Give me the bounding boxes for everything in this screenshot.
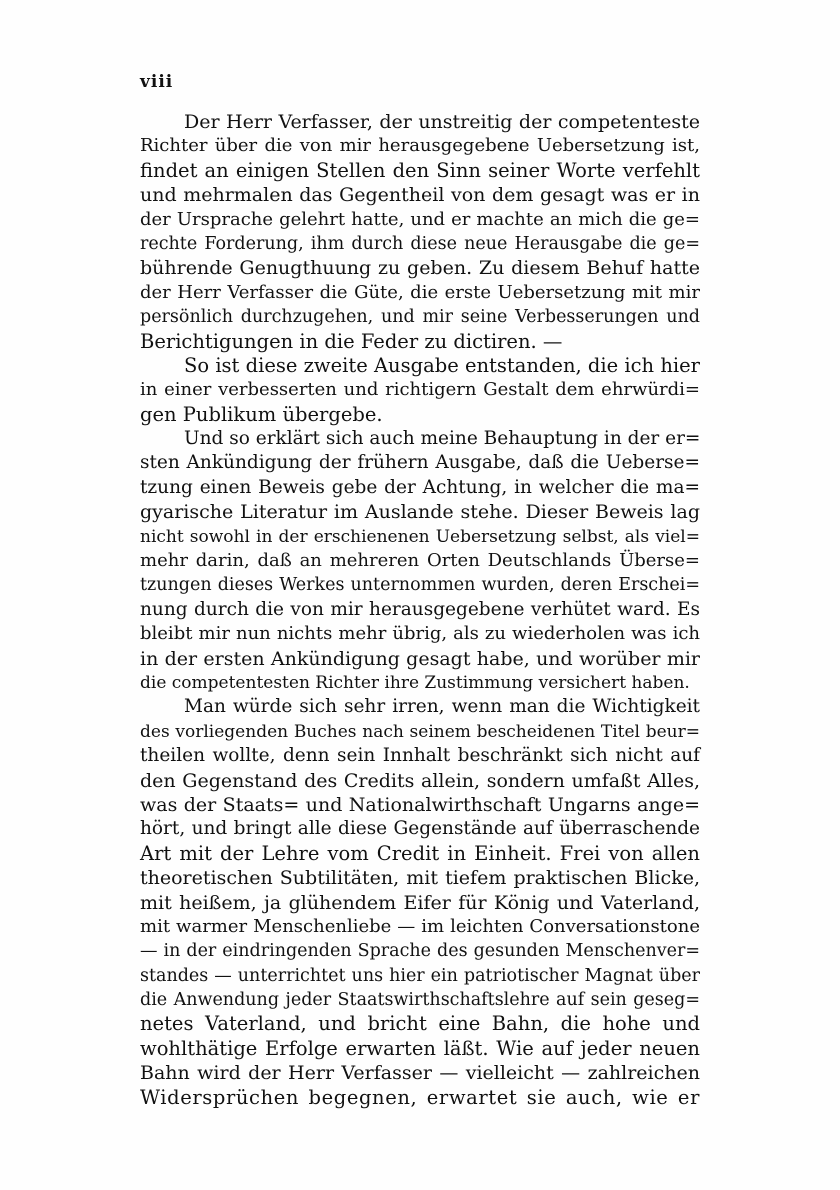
body-text [140,110,700,1110]
text-line: findet an einigen Stellen den Sinn seiner Worte verfehlt [140,158,700,182]
text-line: bleibt mir nun nichts mehr übrig, als zu wiederholen was ich [140,623,700,645]
text-line: in einer verbesserten und richtigern Gestalt dem ehrwürdi= [140,379,700,401]
text-line: persönlich durchzugehen, und mir seine Verbesserungen und [140,307,700,328]
text-line: — in der eindringenden Sprache des gesunden Menschenver= [140,941,700,962]
text-line: mehr darin, daß an mehreren Orten Deutschlands Überse= [140,550,700,572]
text-line: der Herr Verfasser die Güte, die erste Uebersetzung mit mir [140,281,700,303]
text-line: die competentesten Richter ihre Zustimmung versichert haben. [140,672,690,693]
text-line: Der Herr Verfasser, der unstreitig der competenteste [184,111,700,133]
text-line: Berichtigungen in die Feder zu dictiren. — [140,329,563,353]
text-line: der Ursprache gelehrt hatte, und er machte an mich die ge= [140,208,700,230]
text-line: und mehrmalen das Gegentheil von dem gesagt was er in [140,184,700,207]
text-line: den Gegenstand des Credits allein, sondern umfaßt Alles, [140,769,700,792]
text-line: rechte Forderung, ihm durch diese neue Herausgabe die ge= [140,233,700,254]
text-line: gen Publikum übergebe. [140,402,383,426]
text-line: Bahn wird der Herr Verfasser — vielleicht — zahlreichen [140,1062,700,1085]
text-line: gyarische Literatur im Auslande stehe. Dieser Beweis lag [140,501,700,524]
text-line: mit warmer Menschenliebe — im leichten Conversationstone [140,915,700,937]
text-line: mit heißem, ja glühendem Eifer für König und Vaterland, [140,891,700,914]
text-line: Und so erklärt sich auch meine Behauptung in der er= [184,428,701,450]
text-line: tzungen dieses Werkes unternommen wurden, deren Erschei= [140,575,700,596]
page-number: viii [140,72,174,92]
text-line: netes Vaterland, und bricht eine Bahn, die hohe und [140,1012,700,1036]
text-line: nung durch die von mir herausgegebene verhütet ward. Es [140,598,700,620]
text-line: Art mit der Lehre vom Credit in Einheit. Frei von allen [140,841,700,865]
text-line: theilen wollte, denn sein Innhalt beschränkt sich nicht auf [140,745,700,767]
text-line: nicht sowohl in der erschienenen Uebersetzung selbst, als viel= [140,526,700,547]
text-line: des vorliegenden Buches nach seinem bescheidenen Titel beur= [140,721,700,742]
text-line: So ist diese zweite Ausgabe entstanden, die ich hier [184,353,700,377]
text-line: in der ersten Ankündigung gesagt habe, und worüber mir [140,647,700,670]
text-line: was der Staats= und Nationalwirthschaft Ungarns ange= [140,793,700,816]
text-line: Widersprüchen begegnen, erwartet sie auch, wie er [140,1085,700,1109]
text-line: sten Ankündigung der frühern Ausgabe, daß die Ueberse= [140,452,700,474]
text-line: Man würde sich sehr irren, wenn man die Wichtigkeit [184,696,700,718]
text-line: die Anwendung jeder Staatswirthschaftslehre auf sein geseg= [140,990,700,1011]
text-line: theoretischen Subtilitäten, mit tiefem praktischen Blicke, [140,867,700,890]
text-line: wohlthätige Erfolge erwarten läßt. Wie auf jeder neuen [140,1036,700,1060]
text-line: bührende Genugthuung zu geben. Zu diesem Behuf hatte [140,257,700,280]
text-line: Richter über die von mir herausgegebene Uebersetzung ist, [140,135,700,157]
text-line: tzung einen Beweis gebe der Achtung, in welcher die ma= [140,476,700,498]
text-line: hört, und bringt alle diese Gegenstände auf überraschende [140,818,700,840]
text-line: standes — unterrichtet uns hier ein patriotischer Magnat über [140,965,700,986]
